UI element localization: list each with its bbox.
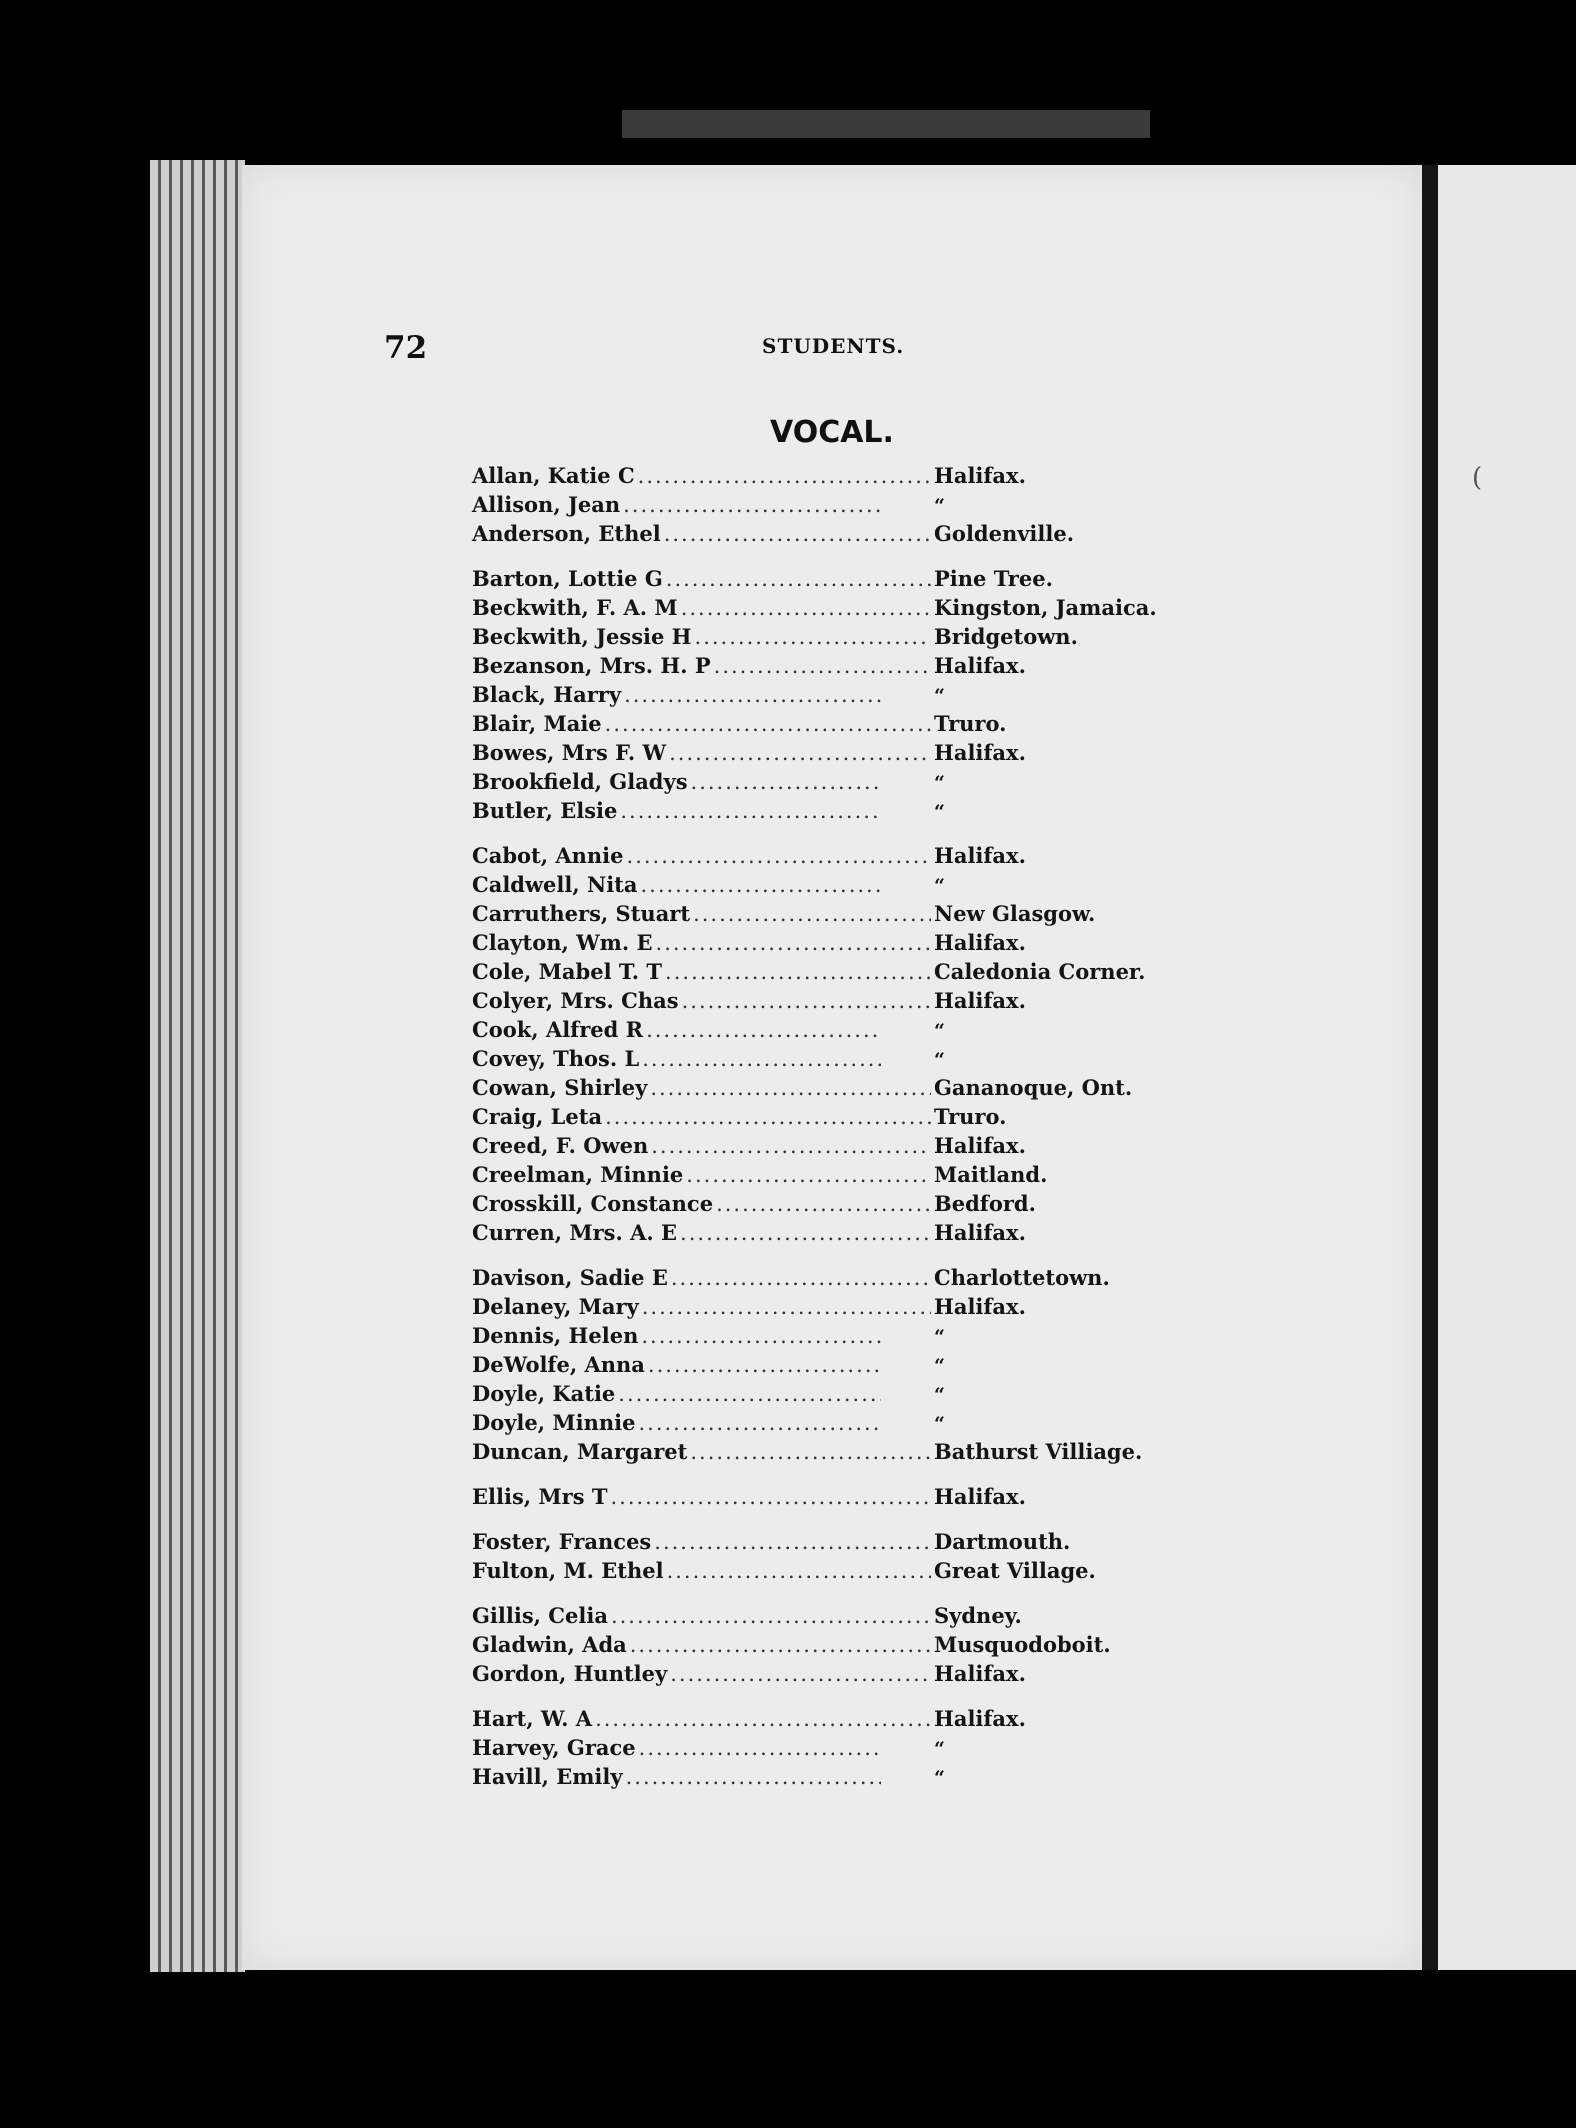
list-item [472, 709, 1192, 738]
list-item [472, 680, 1192, 709]
student-place: Halifax. [934, 653, 1026, 678]
student-place: Halifax. [934, 1133, 1026, 1158]
student-place: Dartmouth. [934, 1529, 1071, 1554]
list-item [472, 1044, 1192, 1073]
dot-leader [650, 1074, 931, 1103]
dot-leader [648, 1351, 881, 1380]
list-item [472, 1733, 1192, 1762]
student-name: Ellis, Mrs T [472, 1484, 608, 1509]
dot-leader [666, 565, 931, 594]
dot-leader [605, 710, 931, 739]
student-name: Craig, Leta [472, 1104, 603, 1129]
student-place: “ [934, 875, 945, 897]
list-item [472, 1160, 1192, 1189]
student-place: “ [934, 1326, 945, 1348]
student-place: Bedford. [934, 1191, 1036, 1216]
list-item [472, 1659, 1192, 1688]
student-name: Delaney, Mary [472, 1294, 639, 1319]
list-item [472, 1073, 1192, 1102]
student-name: Clayton, Wm. E [472, 930, 653, 955]
student-place: Halifax. [934, 1661, 1026, 1686]
student-place: “ [934, 1384, 945, 1406]
student-name: Gillis, Celia [472, 1603, 608, 1628]
student-name: Bezanson, Mrs. H. P [472, 653, 711, 678]
dot-leader [626, 1763, 881, 1792]
student-place: Halifax. [934, 843, 1026, 868]
student-place: Truro. [934, 1104, 1007, 1129]
student-name: Colyer, Mrs. Chas [472, 988, 679, 1013]
student-place: “ [934, 1413, 945, 1435]
student-name: Duncan, Margaret [472, 1439, 688, 1464]
dot-leader [714, 652, 931, 681]
list-item [472, 957, 1192, 986]
student-place: Halifax. [934, 1484, 1026, 1509]
dot-leader [638, 462, 931, 491]
list-item [472, 1131, 1192, 1160]
dot-leader [630, 1631, 931, 1660]
dot-leader [638, 1409, 881, 1438]
list-item [472, 899, 1192, 928]
student-list [472, 461, 1192, 1791]
dot-leader [693, 900, 931, 929]
dot-leader [695, 623, 931, 652]
student-place: “ [934, 495, 945, 517]
book-gutter [1420, 165, 1438, 1970]
list-item [472, 651, 1192, 680]
list-item [472, 593, 1192, 622]
facing-page-edge [1438, 165, 1576, 1970]
student-place: Musquodoboit. [934, 1632, 1111, 1657]
student-name: Curren, Mrs. A. E [472, 1220, 678, 1245]
list-item [472, 1292, 1192, 1321]
student-place: “ [934, 685, 945, 707]
running-head: STUDENTS. [762, 334, 905, 358]
student-place: Kingston, Jamaica. [934, 595, 1157, 620]
list-item [472, 1379, 1192, 1408]
dot-leader [670, 1660, 931, 1689]
student-place: Great Village. [934, 1558, 1096, 1583]
list-item [472, 1704, 1192, 1733]
dot-leader [667, 1557, 931, 1586]
list-item [472, 796, 1192, 825]
list-item [472, 1350, 1192, 1379]
list-item [472, 986, 1192, 1015]
dot-leader [641, 1322, 881, 1351]
student-place: “ [934, 1020, 945, 1042]
student-name: Cole, Mabel T. T [472, 959, 663, 984]
student-name: Carruthers, Stuart [472, 901, 691, 926]
student-name: DeWolfe, Anna [472, 1352, 645, 1377]
list-item [472, 1527, 1192, 1556]
student-place: Halifax. [934, 1294, 1026, 1319]
student-name: Doyle, Katie [472, 1381, 616, 1406]
student-name: Dennis, Helen [472, 1323, 639, 1348]
list-item [472, 928, 1192, 957]
student-place: “ [934, 1767, 945, 1789]
dot-leader [665, 958, 931, 987]
student-place: Bathurst Villiage. [934, 1439, 1143, 1464]
list-item [472, 519, 1192, 548]
student-place: Halifax. [934, 930, 1026, 955]
dot-leader [669, 739, 931, 768]
student-place: Maitland. [934, 1162, 1048, 1187]
list-item [472, 461, 1192, 490]
student-place: Halifax. [934, 740, 1026, 765]
dot-leader [605, 1103, 931, 1132]
list-item [472, 1762, 1192, 1791]
list-item [472, 1189, 1192, 1218]
list-item [472, 1556, 1192, 1585]
student-name: Hart, W. A [472, 1706, 593, 1731]
student-name: Gordon, Huntley [472, 1661, 668, 1686]
list-item [472, 1482, 1192, 1511]
dot-leader [686, 1161, 931, 1190]
student-place: New Glasgow. [934, 901, 1096, 926]
student-name: Blair, Maie [472, 711, 602, 736]
student-name: Gladwin, Ada [472, 1632, 627, 1657]
dot-leader [690, 1438, 931, 1467]
dot-leader [627, 842, 931, 871]
page-stack-edge [150, 160, 245, 1972]
dot-leader [640, 871, 881, 900]
dot-leader [639, 1734, 881, 1763]
student-name: Barton, Lottie G [472, 566, 663, 591]
student-name: Harvey, Grace [472, 1735, 636, 1760]
section-title: VOCAL. [770, 415, 894, 450]
student-place: “ [934, 772, 945, 794]
list-item [472, 490, 1192, 519]
dot-leader [682, 987, 931, 1016]
student-place: Pine Tree. [934, 566, 1053, 591]
student-name: Havill, Emily [472, 1764, 623, 1789]
dot-leader [651, 1132, 931, 1161]
list-item [472, 1263, 1192, 1292]
list-item [472, 1437, 1192, 1466]
dot-leader [671, 1264, 931, 1293]
student-name: Caldwell, Nita [472, 872, 638, 897]
dot-leader [656, 929, 931, 958]
student-place: Charlottetown. [934, 1265, 1110, 1290]
list-item [472, 870, 1192, 899]
list-item [472, 622, 1192, 651]
student-name: Davison, Sadie E [472, 1265, 668, 1290]
student-name: Bowes, Mrs F. W [472, 740, 667, 765]
list-item [472, 1601, 1192, 1630]
list-item [472, 1218, 1192, 1247]
dot-leader [618, 1380, 881, 1409]
student-name: Covey, Thos. L [472, 1046, 640, 1071]
student-place: Halifax. [934, 1220, 1026, 1245]
student-name: Butler, Elsie [472, 798, 618, 823]
student-place: Halifax. [934, 988, 1026, 1013]
dot-leader [611, 1602, 931, 1631]
dot-leader [642, 1293, 931, 1322]
dot-leader [620, 797, 881, 826]
student-place: Caledonia Corner. [934, 959, 1146, 984]
student-place: “ [934, 801, 945, 823]
student-name: Doyle, Minnie [472, 1410, 636, 1435]
student-name: Brookfield, Gladys [472, 769, 688, 794]
student-place: Sydney. [934, 1603, 1022, 1628]
student-name: Crosskill, Constance [472, 1191, 714, 1216]
student-name: Creelman, Minnie [472, 1162, 684, 1187]
student-place: Gananoque, Ont. [934, 1075, 1133, 1100]
dot-leader [664, 520, 931, 549]
student-name: Beckwith, F. A. M [472, 595, 678, 620]
page-number: 72 [384, 330, 428, 366]
student-name: Fulton, M. Ethel [472, 1558, 664, 1583]
student-name: Allan, Katie C [472, 463, 635, 488]
list-item [472, 1321, 1192, 1350]
student-place: Halifax. [934, 463, 1026, 488]
student-place: “ [934, 1355, 945, 1377]
list-item [472, 767, 1192, 796]
student-place: “ [934, 1738, 945, 1760]
margin-mark: ( [1472, 463, 1483, 493]
list-item [472, 1408, 1192, 1437]
student-place: Bridgetown. [934, 624, 1078, 649]
student-name: Foster, Frances [472, 1529, 652, 1554]
dot-leader [642, 1045, 881, 1074]
book-page [242, 165, 1483, 1970]
student-name: Cowan, Shirley [472, 1075, 648, 1100]
dot-leader [624, 681, 881, 710]
dot-leader [716, 1190, 931, 1219]
student-name: Beckwith, Jessie H [472, 624, 692, 649]
book-edge-strip [622, 110, 1150, 138]
list-item [472, 1630, 1192, 1659]
dot-leader [680, 1219, 931, 1248]
list-item [472, 1102, 1192, 1131]
dot-leader [595, 1705, 931, 1734]
dot-leader [691, 768, 881, 797]
student-place: Truro. [934, 711, 1007, 736]
student-name: Creed, F. Owen [472, 1133, 649, 1158]
student-name: Cabot, Annie [472, 843, 624, 868]
student-name: Allison, Jean [472, 492, 621, 517]
list-item [472, 564, 1192, 593]
dot-leader [610, 1483, 931, 1512]
dot-leader [646, 1016, 881, 1045]
student-name: Black, Harry [472, 682, 622, 707]
student-place: “ [934, 1049, 945, 1071]
list-item [472, 738, 1192, 767]
student-place: Goldenville. [934, 521, 1075, 546]
student-name: Cook, Alfred R [472, 1017, 644, 1042]
student-place: Halifax. [934, 1706, 1026, 1731]
student-name: Anderson, Ethel [472, 521, 661, 546]
dot-leader [681, 594, 931, 623]
list-item [472, 841, 1192, 870]
list-item [472, 1015, 1192, 1044]
dot-leader [654, 1528, 931, 1557]
dot-leader [623, 491, 881, 520]
